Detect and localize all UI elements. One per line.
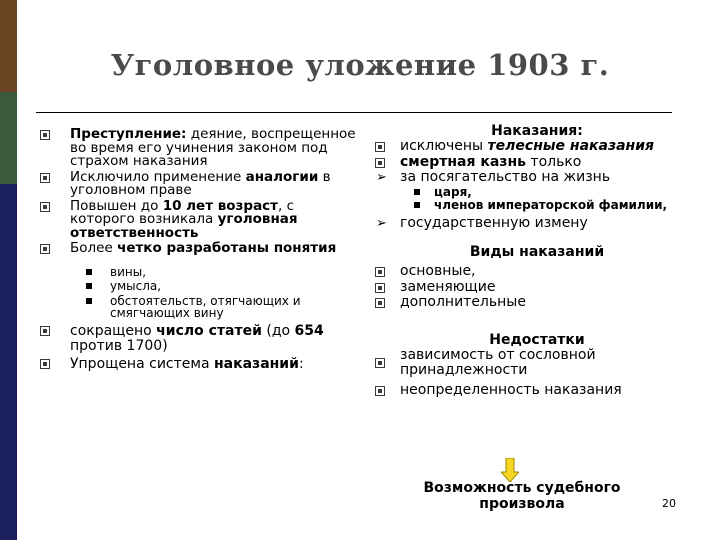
crime-term: Преступление: [70, 126, 187, 142]
square-bullet-icon [40, 130, 50, 140]
sub-list-item [40, 266, 360, 279]
small-square-bullet-icon [86, 283, 92, 289]
list-text-bold: 654 [294, 322, 324, 339]
list-text: исключены [400, 138, 488, 154]
square-bullet-icon [375, 267, 385, 277]
section-heading: Виды наказаний [469, 244, 605, 260]
slide-title: Уголовное уложение 1903 г. [110, 48, 610, 82]
list-text: (до [261, 322, 295, 339]
small-square-bullet-icon [414, 202, 420, 208]
list-item [40, 128, 360, 169]
list-text: против 1700) [70, 338, 168, 354]
sub-list-item [40, 295, 360, 320]
list-text: основные, [400, 263, 476, 279]
small-square-bullet-icon [86, 298, 92, 304]
list-item [372, 383, 702, 399]
list-text-bold: 10 лет возраст [162, 197, 279, 214]
list-text: за посягательство на жизнь [400, 169, 611, 185]
list-item [40, 242, 360, 256]
list-text-emphasis: телесные наказания [487, 138, 655, 154]
arrow-bullet-icon: ➢ [376, 170, 387, 185]
list-text-bold: уголовная ответственность [70, 211, 298, 241]
list-item [372, 264, 702, 280]
list-text: , с которого возникала [70, 197, 295, 227]
square-bullet-icon [40, 202, 50, 212]
small-square-bullet-icon [414, 189, 420, 195]
list-text: Повышен до [70, 197, 163, 214]
list-text: Более [70, 240, 118, 256]
list-text: государственную измену [400, 214, 588, 231]
right-column [372, 124, 702, 398]
list-item [40, 197, 360, 241]
list-item [372, 280, 702, 296]
list-text-bold: наказаний [213, 355, 299, 372]
list-text-bold: число статей [156, 322, 262, 339]
list-item [372, 348, 702, 379]
list-text: дополнительные [400, 294, 526, 310]
list-item [372, 139, 702, 155]
section-heading: Наказания: [491, 123, 583, 139]
square-bullet-icon [375, 358, 385, 368]
list-text-bold: аналогии [245, 168, 319, 185]
list-text: заменяющие [400, 278, 496, 295]
square-bullet-icon [40, 326, 50, 336]
square-bullet-icon [375, 386, 385, 396]
sidebar-segment-middle [0, 92, 17, 184]
title-divider [36, 112, 672, 113]
sub-item-text: вины, [110, 264, 147, 279]
small-square-bullet-icon [86, 269, 92, 275]
sub-item-text: царя, [434, 184, 472, 199]
square-bullet-icon [375, 142, 385, 152]
list-text: сокращено [70, 322, 157, 339]
crime-definition: деяние, воспрещенное во время его учинения законом под страхом наказания [70, 126, 356, 169]
list-item [372, 170, 702, 186]
square-bullet-icon [40, 244, 50, 254]
list-text: неопределенность наказания [400, 381, 622, 398]
left-column [40, 128, 360, 374]
conclusion-text: Возможность судебного произвола [423, 480, 621, 512]
arrow-bullet-icon: ➢ [376, 215, 387, 231]
square-bullet-icon [375, 298, 385, 308]
list-text: только [525, 153, 582, 170]
down-arrow-icon [501, 458, 519, 482]
list-text-bold: четко разработаны понятия [117, 240, 337, 256]
sub-item-text: умысла, [110, 279, 162, 293]
sub-item-text: обстоятельств, отягчающих и смягчающих вину [110, 293, 301, 320]
square-bullet-icon [40, 359, 50, 369]
square-bullet-icon [375, 158, 385, 168]
list-item [40, 324, 360, 355]
list-text: Исключило применение [70, 168, 246, 185]
list-text: : [298, 355, 304, 372]
square-bullet-icon [375, 283, 385, 293]
list-text-bold: смертная казнь [400, 153, 526, 170]
square-bullet-icon [40, 173, 50, 183]
list-item [40, 357, 360, 373]
list-item [372, 155, 702, 171]
list-text: зависимость от сословной принадлежности [400, 346, 596, 378]
list-item [372, 216, 702, 232]
list-item [40, 168, 360, 198]
section-heading: Недостатки [489, 331, 585, 348]
list-item [372, 295, 702, 311]
sub-list-item [40, 280, 360, 293]
list-text: Упрощена система [70, 355, 214, 372]
list-text: в уголовном праве [70, 168, 331, 198]
sidebar-segment-bottom [0, 184, 17, 540]
sub-item-text: членов императорской фамилии, [434, 197, 668, 212]
page-number: 20 [662, 497, 676, 510]
sub-list-item [372, 199, 702, 212]
